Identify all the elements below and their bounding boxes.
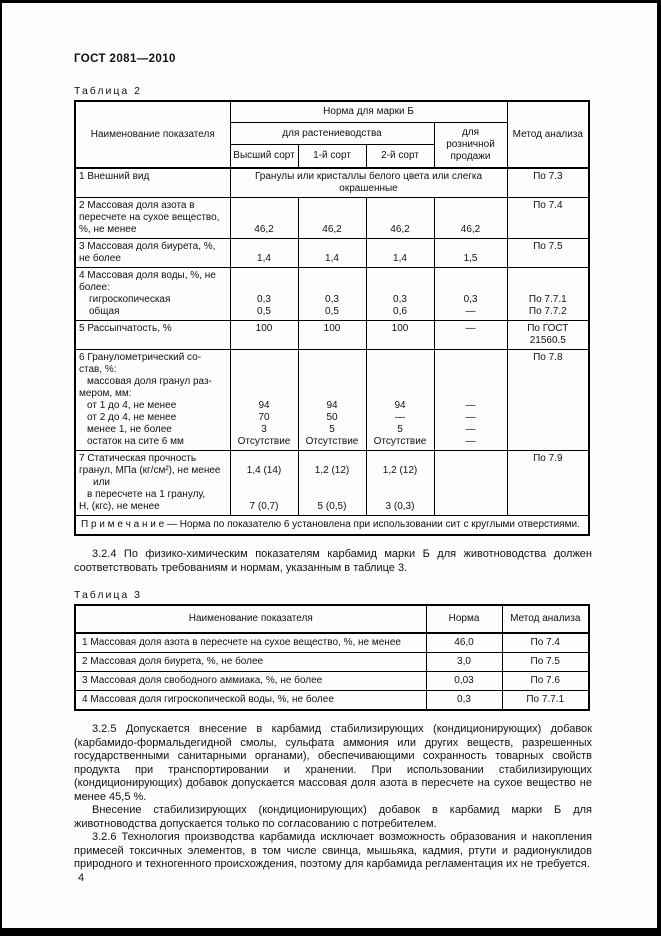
row-title: в пересчете на 1 гранулу, <box>87 489 206 500</box>
table2-row-granulometric <box>75 350 589 451</box>
value-cell: 46,2 <box>298 198 366 239</box>
sub-item-label: остаток на сите 6 мм <box>87 436 184 447</box>
col-header-method: Метод анализа <box>507 101 589 168</box>
col-header-retail: для розничной продажи <box>434 123 507 169</box>
value-cell: 1,4 <box>366 239 434 268</box>
name-cell <box>75 350 230 451</box>
doc-number: ГОСТ 2081—2010 <box>74 53 176 65</box>
table2-row-biuret <box>75 239 589 268</box>
value-cell <box>298 451 366 516</box>
value: 5 (0,5) <box>317 501 347 512</box>
table2-note-row <box>75 516 589 536</box>
value-cell: 46,2 <box>366 198 434 239</box>
name-cell: 4 Массовая доля гигроскопической воды, %, не более <box>75 691 426 711</box>
table2-spec <box>74 100 590 536</box>
value: 3 <box>261 424 267 435</box>
value-cell: 1,5 <box>434 239 507 268</box>
value-cell <box>434 350 507 451</box>
row-title: Н, (кгс), не менее <box>79 501 160 512</box>
name-cell <box>75 268 230 321</box>
table2-header-row-1 <box>75 101 589 123</box>
method-cell: По 7.3 <box>507 168 589 198</box>
method-cell: По 7.4 <box>507 198 589 239</box>
value: 1,2 (12) <box>314 465 350 476</box>
row-title: 4 Массовая доля воды, %, не более: <box>79 270 216 293</box>
value-cell: 100 <box>230 321 298 350</box>
value: — <box>465 424 476 435</box>
col-header-plant-group: для растениеводства <box>230 123 434 145</box>
value-cell: — <box>434 321 507 350</box>
value: — <box>465 306 476 317</box>
method-cell: По 7.5 <box>502 653 589 672</box>
norm-cell: 46,0 <box>426 633 502 653</box>
name-cell: 3 Массовая доля свободного аммиака, %, не более <box>75 672 426 691</box>
paragraph-3-2-6: 3.2.6 Технология производства карбамида исключает возможность образования и накопления примесей токсичных элементов, в том числе свинца, мышьяка, кадмия, ртути и радионуклидов природного и техногенного происхождения, поэтому для карбамида регламентация их не требуется. <box>74 831 592 870</box>
method-cell: По 7.9 <box>507 451 589 516</box>
table3-spec <box>74 604 590 711</box>
col-header-norm: Норма <box>426 605 502 633</box>
method: По 7.7.2 <box>528 306 567 317</box>
method-cell: По 7.7.1 <box>502 691 589 711</box>
value-cell <box>434 268 507 321</box>
name-cell: 5 Рассыпчатость, % <box>75 321 230 350</box>
value: Отсутствие <box>373 436 427 447</box>
table3-caption: Таблица 3 <box>74 589 142 601</box>
row-title: 6 Гранулометрический со- <box>79 352 202 363</box>
method-cell: По 7.5 <box>507 239 589 268</box>
value: 7 (0,7) <box>249 501 279 512</box>
table2-row-nitrogen <box>75 198 589 239</box>
value: 5 <box>329 424 335 435</box>
method-cell <box>507 268 589 321</box>
value: 0,3 <box>257 294 271 305</box>
method-cell: По 7.4 <box>502 633 589 653</box>
value: 0,5 <box>325 306 339 317</box>
name-cell: 3 Массовая доля биурета, %, не более <box>75 239 230 268</box>
value: 5 <box>397 424 403 435</box>
sub-item-label: от 2 до 4, не менее <box>87 412 177 423</box>
value: 1,4 (14) <box>246 465 282 476</box>
value: 0,6 <box>393 306 407 317</box>
value-cell: 46,2 <box>230 198 298 239</box>
method-cell: По 7.6 <box>502 672 589 691</box>
value: 3 (0,3) <box>385 501 415 512</box>
value-cell <box>434 451 507 516</box>
value-cell <box>230 451 298 516</box>
value-cell <box>298 268 366 321</box>
value: 0,3 <box>325 294 339 305</box>
value: 0,5 <box>257 306 271 317</box>
value-cell <box>298 350 366 451</box>
col-header-method: Метод анализа <box>502 605 589 633</box>
value: — <box>465 436 476 447</box>
name-cell: 2 Массовая доля азота в пересчете на сухое вещество, %, не менее <box>75 198 230 239</box>
norm-cell: 0,3 <box>426 691 502 711</box>
value: — <box>465 412 476 423</box>
name-cell: 1 Массовая доля азота в пересчете на сухое вещество, %, не менее <box>75 633 426 653</box>
table2-row-appearance <box>75 168 589 198</box>
row-title: гранул, МПа (кг/см²), не менее <box>79 465 221 476</box>
value-cell: 1,4 <box>230 239 298 268</box>
sub-item-label: от 1 до 4, не менее <box>87 400 177 411</box>
table3-row <box>75 653 589 672</box>
table3-row <box>75 691 589 711</box>
paragraph-3-2-5a: 3.2.5 Допускается внесение в карбамид стабилизирующих (кондиционирующих) добавок (карбамидо-формальдегидной смолы, сульфата аммония или других веществ, разрешенных государственными санитарными органами), обеспечивающими сохранность товарных свойств продукта при транспортировании и хранении. При использовании стабилизирующих (кондиционирующих) добавок допускается массовая доля азота в пересчете на сухое вещество не менее 45,5 %. <box>74 723 592 803</box>
value-cell <box>366 350 434 451</box>
value-cell: 1,4 <box>298 239 366 268</box>
table-note: П р и м е ч а н и е — Норма по показателю 6 установлена при использовании сит с круглыми отверстиями. <box>75 516 589 536</box>
table3-row <box>75 633 589 653</box>
value: Отсутствие <box>305 436 359 447</box>
row-title: или <box>93 477 111 488</box>
value: 94 <box>258 400 270 411</box>
value: 0,3 <box>463 294 478 305</box>
name-cell <box>75 451 230 516</box>
page-number: 4 <box>78 872 85 884</box>
col-header-name: Наименование показателя <box>75 101 230 168</box>
name-cell: 2 Массовая доля биурета, %, не более <box>75 653 426 672</box>
method-cell: По ГОСТ 21560.5 <box>507 321 589 350</box>
value: 0,3 <box>393 294 407 305</box>
row-title: 7 Статическая прочность <box>79 453 197 464</box>
table2-row-friability <box>75 321 589 350</box>
value-cell: 46,2 <box>434 198 507 239</box>
value: — <box>465 400 476 411</box>
paragraph-3-2-5b: Внесение стабилизирующих (кондиционирующих) добавок в карбамид марки Б для животноводства допускается только по согласованию с потребителем. <box>74 804 592 830</box>
row-title: мером, мм: <box>79 388 132 399</box>
norm-cell: 3,0 <box>426 653 502 672</box>
col-header-grade-2: 2-й сорт <box>366 145 434 168</box>
row-title: массовая доля гранул раз- <box>87 376 212 387</box>
paragraph-3-2-4: 3.2.4 По физико-химическим показателям карбамид марки Б для животноводства должен соответствовать требованиям и нормам, указанным в таблице 3. <box>74 548 592 574</box>
sub-item-label: общая <box>89 306 120 317</box>
value: 50 <box>326 412 338 423</box>
value: 70 <box>258 412 270 423</box>
value-cell <box>366 451 434 516</box>
sub-item-label: гигроскопическая <box>89 294 171 305</box>
table3-row <box>75 672 589 691</box>
value-cell: 100 <box>366 321 434 350</box>
row-title: став, %: <box>79 364 117 375</box>
value-cell <box>366 268 434 321</box>
sub-item-label: менее 1, не более <box>87 424 172 435</box>
value: 94 <box>326 400 338 411</box>
method-cell: По 7.8 <box>507 350 589 451</box>
name-cell: 1 Внешний вид <box>75 168 230 198</box>
col-header-grade-1: 1-й сорт <box>298 145 366 168</box>
value: 1,2 (12) <box>382 465 418 476</box>
value-cell: 100 <box>298 321 366 350</box>
value-cell <box>230 350 298 451</box>
value-cell: Гранулы или кристаллы белого цвета или слегка окрашенные <box>230 168 507 198</box>
value: — <box>395 412 405 423</box>
table2-caption: Таблица 2 <box>74 85 142 97</box>
value: Отсутствие <box>237 436 291 447</box>
table3-header-row <box>75 605 589 633</box>
norm-cell: 0,03 <box>426 672 502 691</box>
col-header-norm-group: Норма для марки Б <box>230 101 507 123</box>
col-header-grade-high: Высший сорт <box>230 145 298 168</box>
col-header-name: Наименование показателя <box>75 605 426 633</box>
value: 94 <box>394 400 406 411</box>
value-cell <box>230 268 298 321</box>
table2-row-water <box>75 268 589 321</box>
table2-row-static-strength <box>75 451 589 516</box>
method: По 7.7.1 <box>528 294 567 305</box>
